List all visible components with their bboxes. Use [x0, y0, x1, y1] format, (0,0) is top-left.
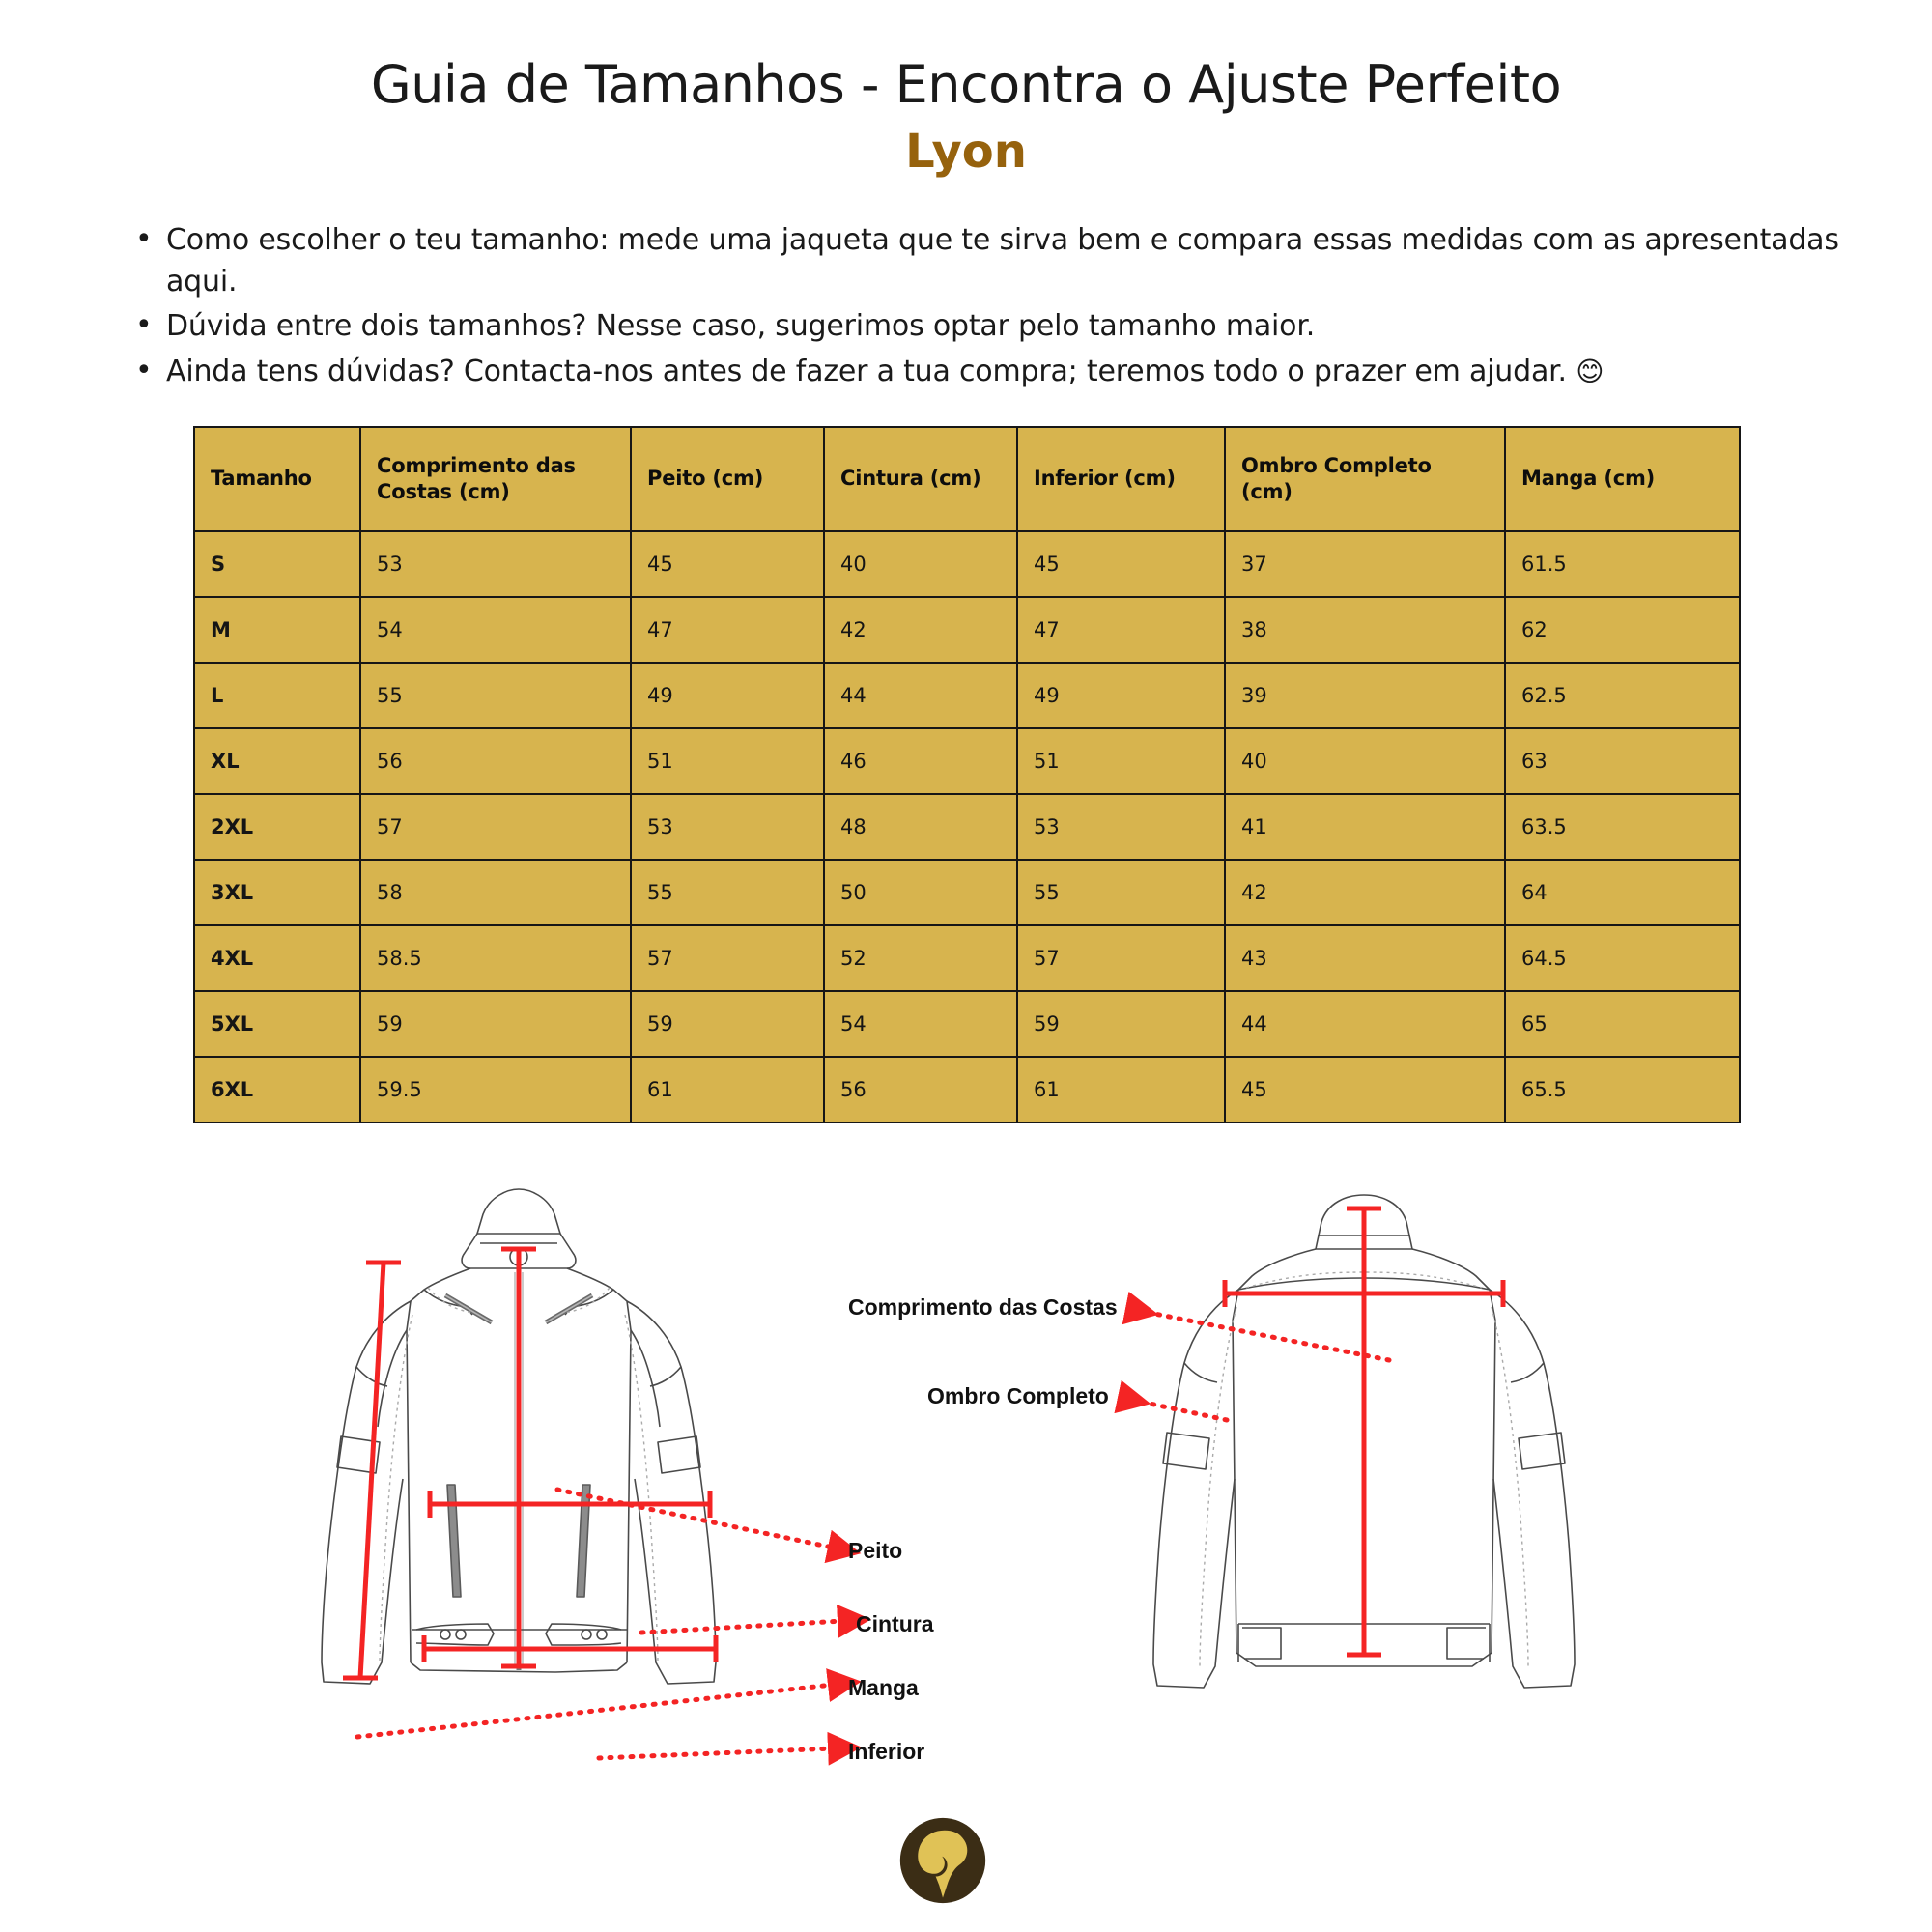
- column-header-costas: Comprimento das Costas (cm): [360, 427, 631, 531]
- cell-costas: 59.5: [360, 1057, 631, 1122]
- cell-ombro: 38: [1225, 597, 1505, 663]
- cell-costas: 58.5: [360, 925, 631, 991]
- cell-size: 6XL: [194, 1057, 360, 1122]
- column-header-inferior: Inferior (cm): [1017, 427, 1225, 531]
- ram-head-logo: [898, 1816, 987, 1905]
- cell-manga: 62.5: [1505, 663, 1740, 728]
- table-row: [194, 925, 1740, 991]
- cell-cintura: 48: [824, 794, 1017, 860]
- table-header-row: [194, 427, 1740, 531]
- label-ombro-completo: Ombro Completo: [927, 1383, 1109, 1408]
- cell-inferior: 47: [1017, 597, 1225, 663]
- cell-ombro: 45: [1225, 1057, 1505, 1122]
- cell-ombro: 39: [1225, 663, 1505, 728]
- cell-ombro: 41: [1225, 794, 1505, 860]
- label-manga: Manga: [848, 1675, 919, 1700]
- label-cintura: Cintura: [856, 1611, 934, 1636]
- cell-manga: 65.5: [1505, 1057, 1740, 1122]
- size-table-wrapper: [193, 426, 1739, 1123]
- cell-inferior: 55: [1017, 860, 1225, 925]
- cell-ombro: 42: [1225, 860, 1505, 925]
- smiling-face-emoji: 😊: [1576, 355, 1605, 387]
- cell-ombro: 37: [1225, 531, 1505, 597]
- cell-manga: 65: [1505, 991, 1740, 1057]
- list-item: [166, 306, 1864, 348]
- cell-cintura: 42: [824, 597, 1017, 663]
- column-header-cintura: Cintura (cm): [824, 427, 1017, 531]
- cell-costas: 55: [360, 663, 631, 728]
- label-peito: Peito: [848, 1538, 903, 1563]
- label-inferior: Inferior: [848, 1739, 925, 1764]
- cell-inferior: 45: [1017, 531, 1225, 597]
- cell-cintura: 44: [824, 663, 1017, 728]
- cell-cintura: 40: [824, 531, 1017, 597]
- cell-size: 5XL: [194, 991, 360, 1057]
- cell-manga: 63.5: [1505, 794, 1740, 860]
- bullet-text-2: Dúvida entre dois tamanhos? Nesse caso, sugerimos optar pelo tamanho maior.: [166, 309, 1316, 344]
- cell-size: 4XL: [194, 925, 360, 991]
- cell-costas: 53: [360, 531, 631, 597]
- cell-costas: 58: [360, 860, 631, 925]
- cell-manga: 64.5: [1505, 925, 1740, 991]
- cell-peito: 57: [631, 925, 824, 991]
- page-title: Guia de Tamanhos - Encontra o Ajuste Perfeito: [370, 54, 1562, 115]
- bullet-text-1: Como escolher o teu tamanho: mede uma jaqueta que te sirva bem e compara essas medidas com as apresentadas aqui.: [166, 223, 1839, 298]
- column-header-peito: Peito (cm): [631, 427, 824, 531]
- column-header-manga: Manga (cm): [1505, 427, 1740, 531]
- column-header-ombro: Ombro Completo (cm): [1225, 427, 1505, 531]
- cell-costas: 56: [360, 728, 631, 794]
- table-row: [194, 728, 1740, 794]
- cell-size: 2XL: [194, 794, 360, 860]
- brand-title: Lyon: [905, 125, 1027, 180]
- cell-manga: 64: [1505, 860, 1740, 925]
- cell-manga: 63: [1505, 728, 1740, 794]
- cell-cintura: 56: [824, 1057, 1017, 1122]
- intro-bullet-list: [0, 220, 1932, 392]
- cell-size: S: [194, 531, 360, 597]
- table-row: [194, 663, 1740, 728]
- cell-manga: 61.5: [1505, 531, 1740, 597]
- column-header-tamanho: Tamanho: [194, 427, 360, 531]
- back-view-jacket: [1111, 1160, 1613, 1778]
- cell-inferior: 49: [1017, 663, 1225, 728]
- front-view-jacket: [266, 1160, 768, 1778]
- size-table: [193, 426, 1741, 1123]
- table-row: [194, 991, 1740, 1057]
- cell-ombro: 43: [1225, 925, 1505, 991]
- cell-size: M: [194, 597, 360, 663]
- cell-peito: 51: [631, 728, 824, 794]
- table-body: [194, 531, 1740, 1122]
- cell-cintura: 46: [824, 728, 1017, 794]
- table-row: [194, 531, 1740, 597]
- table-row: [194, 794, 1740, 860]
- cell-cintura: 54: [824, 991, 1017, 1057]
- cell-inferior: 61: [1017, 1057, 1225, 1122]
- cell-peito: 47: [631, 597, 824, 663]
- table-row: [194, 1057, 1740, 1122]
- table-row: [194, 860, 1740, 925]
- cell-inferior: 57: [1017, 925, 1225, 991]
- label-comprimento-costas: Comprimento das Costas: [848, 1294, 1118, 1320]
- cell-peito: 53: [631, 794, 824, 860]
- cell-ombro: 44: [1225, 991, 1505, 1057]
- cell-costas: 59: [360, 991, 631, 1057]
- table-row: [194, 597, 1740, 663]
- cell-cintura: 50: [824, 860, 1017, 925]
- cell-cintura: 52: [824, 925, 1017, 991]
- bullet-text-3: Ainda tens dúvidas? Contacta-nos antes de fazer a tua compra; teremos todo o prazer em ajudar.: [166, 354, 1567, 388]
- cell-inferior: 59: [1017, 991, 1225, 1057]
- cell-size: 3XL: [194, 860, 360, 925]
- cell-peito: 61: [631, 1057, 824, 1122]
- cell-peito: 49: [631, 663, 824, 728]
- cell-ombro: 40: [1225, 728, 1505, 794]
- cell-inferior: 53: [1017, 794, 1225, 860]
- list-item: [166, 352, 1864, 393]
- measurement-diagram: [0, 1151, 1932, 1788]
- cell-manga: 62: [1505, 597, 1740, 663]
- list-item: [166, 220, 1864, 302]
- cell-inferior: 51: [1017, 728, 1225, 794]
- cell-size: XL: [194, 728, 360, 794]
- cell-costas: 57: [360, 794, 631, 860]
- cell-peito: 45: [631, 531, 824, 597]
- cell-costas: 54: [360, 597, 631, 663]
- cell-peito: 55: [631, 860, 824, 925]
- cell-size: L: [194, 663, 360, 728]
- cell-peito: 59: [631, 991, 824, 1057]
